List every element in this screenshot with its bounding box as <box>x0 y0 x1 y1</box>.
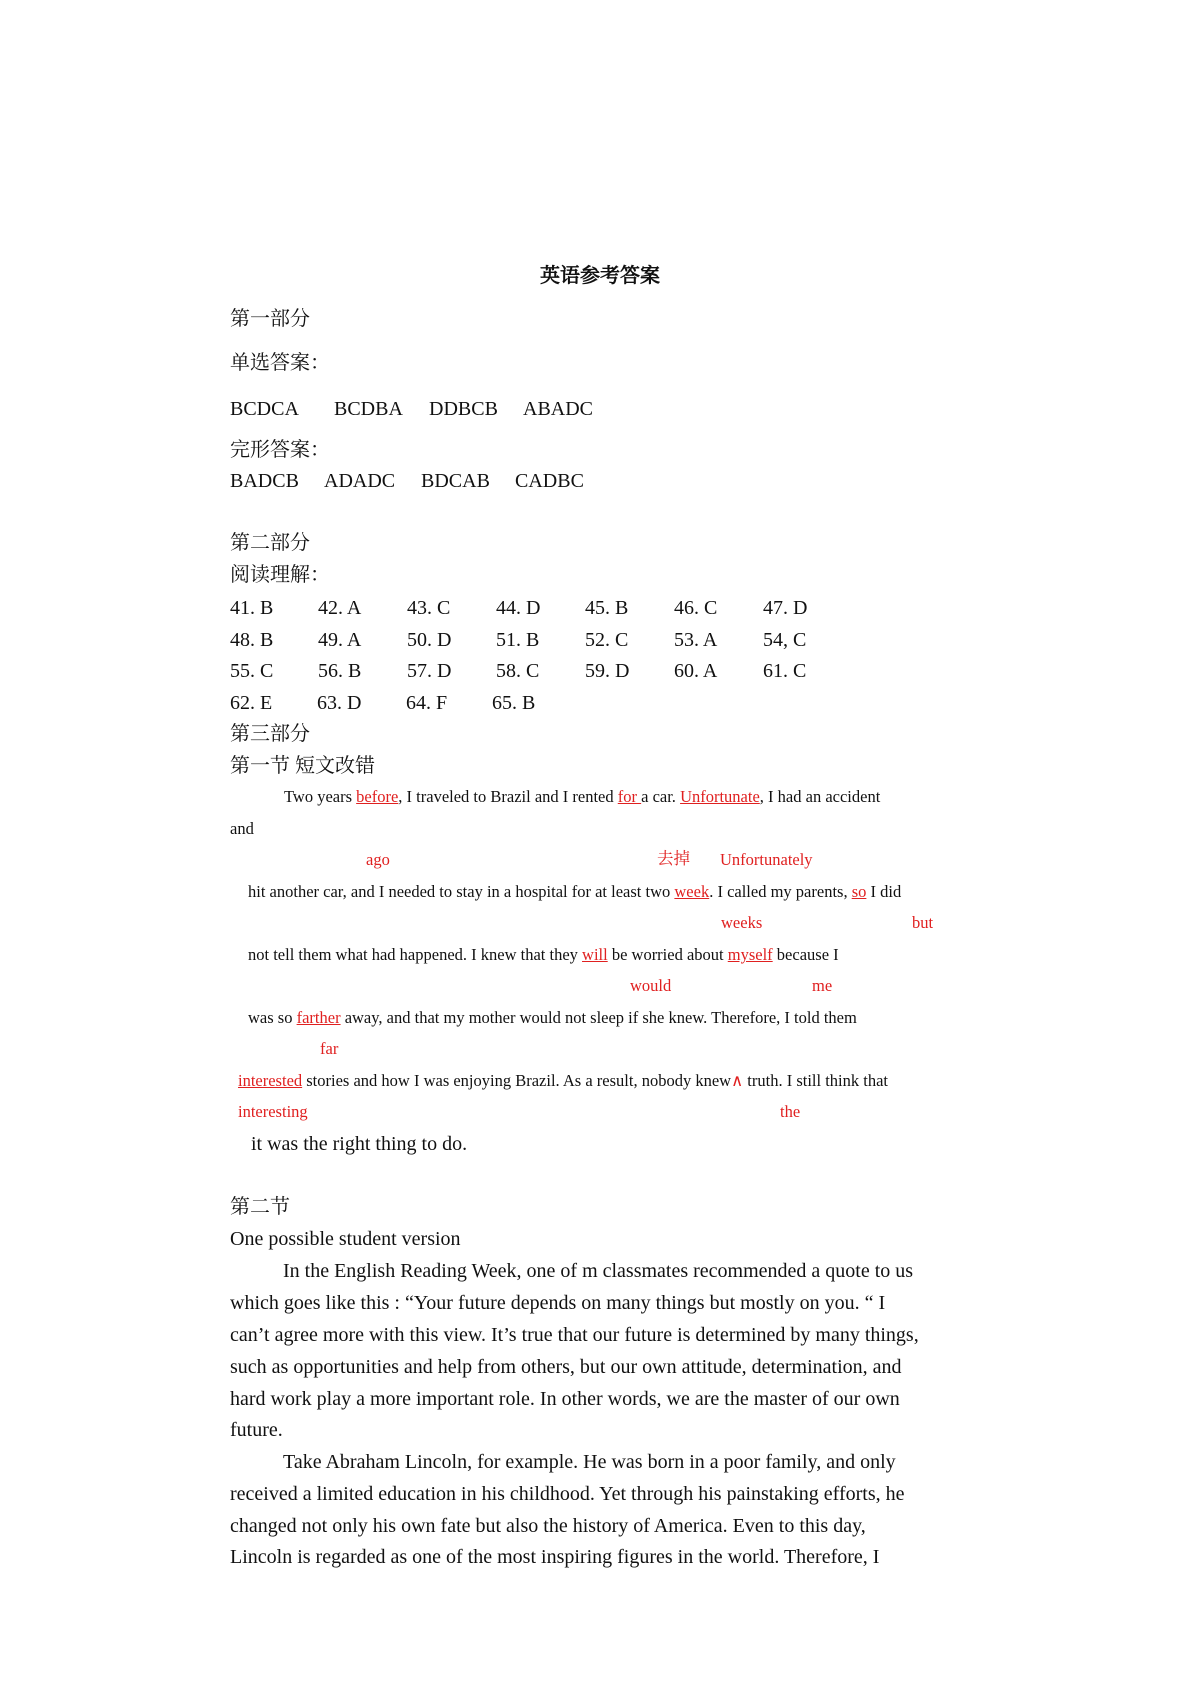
error-word: so <box>851 882 867 901</box>
answer-item: 46. C <box>674 597 718 619</box>
error-word: week <box>674 882 710 901</box>
answer-item: 62. E <box>230 692 273 714</box>
passage-text: away, and that my mother would not sleep if she knew. Therefore, I told them <box>340 1008 857 1027</box>
error-word: will <box>582 945 608 964</box>
correction-word: far <box>320 1039 339 1058</box>
essay-line: changed not only his own fate but also the history of America. Even to this day, <box>230 1515 866 1537</box>
error-word: myself <box>727 945 773 964</box>
correction-word: would <box>630 976 672 995</box>
passage-text: truth. I still think that <box>743 1071 888 1090</box>
answer-item: 49. A <box>318 629 362 651</box>
reading-label: 阅读理解： <box>230 564 330 586</box>
essay-line: In the English Reading Week, one of m classmates recommended a quote to us <box>283 1260 914 1282</box>
cloze-group: BDCAB <box>421 470 490 492</box>
answer-item: 65. B <box>492 692 536 714</box>
part3-heading: 第三部分 <box>230 723 310 745</box>
single-choice-group: BCDCA <box>230 398 299 420</box>
error-word: farther <box>296 1008 341 1027</box>
single-choice-label: 单选答案： <box>230 352 330 374</box>
part1-heading: 第一部分 <box>230 308 310 330</box>
answer-item: 54, C <box>763 629 807 651</box>
answer-item: 52. C <box>585 629 629 651</box>
passage-text: . I called my parents, <box>709 882 852 901</box>
passage-text: I did <box>866 882 902 901</box>
essay-line: can’t agree more with this view. It’s true that our future is determined by many things, <box>230 1324 919 1346</box>
passage-text: was so <box>248 1008 297 1027</box>
answer-item: 47. D <box>763 597 808 619</box>
correction-word: me <box>812 976 833 995</box>
essay-line: such as opportunities and help from others, but our own attitude, determination, and <box>230 1356 902 1378</box>
cloze-group: BADCB <box>230 470 299 492</box>
correction-word: the <box>780 1102 801 1121</box>
correction-word: weeks <box>721 913 763 932</box>
essay-line: Take Abraham Lincoln, for example. He was born in a poor family, and only <box>283 1451 896 1473</box>
passage-line-1-tail: and <box>230 819 254 838</box>
error-word: interested <box>238 1071 303 1090</box>
cloze-label: 完形答案： <box>230 439 330 461</box>
answer-item: 41. B <box>230 597 274 619</box>
answer-item: 63. D <box>317 692 362 714</box>
single-choice-group: BCDBA <box>334 398 403 420</box>
correction-word: ago <box>366 850 390 869</box>
passage-text: hit another car, and I needed to stay in a hospital for at least two <box>248 882 675 901</box>
answer-item: 48. B <box>230 629 274 651</box>
cloze-group: CADBC <box>515 470 584 492</box>
passage-text: , I had an accident <box>759 787 881 806</box>
answer-item: 58. C <box>496 660 540 682</box>
essay-line: Lincoln is regarded as one of the most inspiring figures in the world. Therefore, I <box>230 1546 880 1568</box>
passage-text: a car. <box>641 787 681 806</box>
answer-item: 61. C <box>763 660 807 682</box>
correction-word: interesting <box>238 1102 308 1121</box>
essay-label: One possible student version <box>230 1228 461 1250</box>
correction-word: 去掉 <box>657 849 690 868</box>
passage-line-5 <box>238 1073 888 1090</box>
cloze-group: ADADC <box>324 470 396 492</box>
answer-item: 55. C <box>230 660 274 682</box>
correction-word: Unfortunately <box>720 850 813 869</box>
passage-text: not tell them what had happened. I knew that they <box>248 945 583 964</box>
passage-text: Two years <box>284 787 357 806</box>
single-choice-group: ABADC <box>523 398 594 420</box>
essay-line: which goes like this : “Your future depends on many things but mostly on you. “ I <box>230 1292 886 1314</box>
answer-item: 50. D <box>407 629 452 651</box>
answer-item: 42. A <box>318 597 362 619</box>
answer-item: 56. B <box>318 660 362 682</box>
answer-item: 45. B <box>585 597 629 619</box>
page-title: 英语参考答案 <box>540 265 660 287</box>
essay-line: future. <box>230 1419 283 1441</box>
answer-item: 59. D <box>585 660 630 682</box>
part2-heading: 第二部分 <box>230 532 310 554</box>
answer-item: 64. F <box>406 692 448 714</box>
correction-word: but <box>912 913 934 932</box>
passage-line-3 <box>248 947 839 964</box>
passage-line-1 <box>284 789 880 806</box>
essay-line: received a limited education in his childhood. Yet through his painstaking efforts, he <box>230 1483 905 1505</box>
passage-text: , I traveled to Brazil and I rented <box>398 787 618 806</box>
answer-item: 44. D <box>496 597 541 619</box>
error-word: for <box>617 787 642 806</box>
answer-item: 51. B <box>496 629 540 651</box>
passage-text: stories and how I was enjoying Brazil. As a result, nobody knew <box>302 1071 732 1090</box>
passage-line-2 <box>248 884 901 901</box>
passage-line-6: it was the right thing to do. <box>251 1133 468 1155</box>
answer-item: 53. A <box>674 629 718 651</box>
passage-text: be worried about <box>607 945 728 964</box>
answer-item: 57. D <box>407 660 452 682</box>
error-word: before <box>356 787 399 806</box>
passage-text: because I <box>772 945 839 964</box>
essay-line: hard work play a more important role. In other words, we are the master of our own <box>230 1388 900 1410</box>
section2-heading: 第二节 <box>230 1196 290 1218</box>
single-choice-group: DDBCB <box>429 398 498 420</box>
insert-caret-icon: ∧ <box>731 1071 744 1090</box>
answer-item: 60. A <box>674 660 718 682</box>
answer-item: 43. C <box>407 597 451 619</box>
error-word: Unfortunate <box>680 787 760 806</box>
passage-line-4 <box>248 1010 857 1027</box>
section1-heading: 第一节 短文改错 <box>230 755 375 777</box>
